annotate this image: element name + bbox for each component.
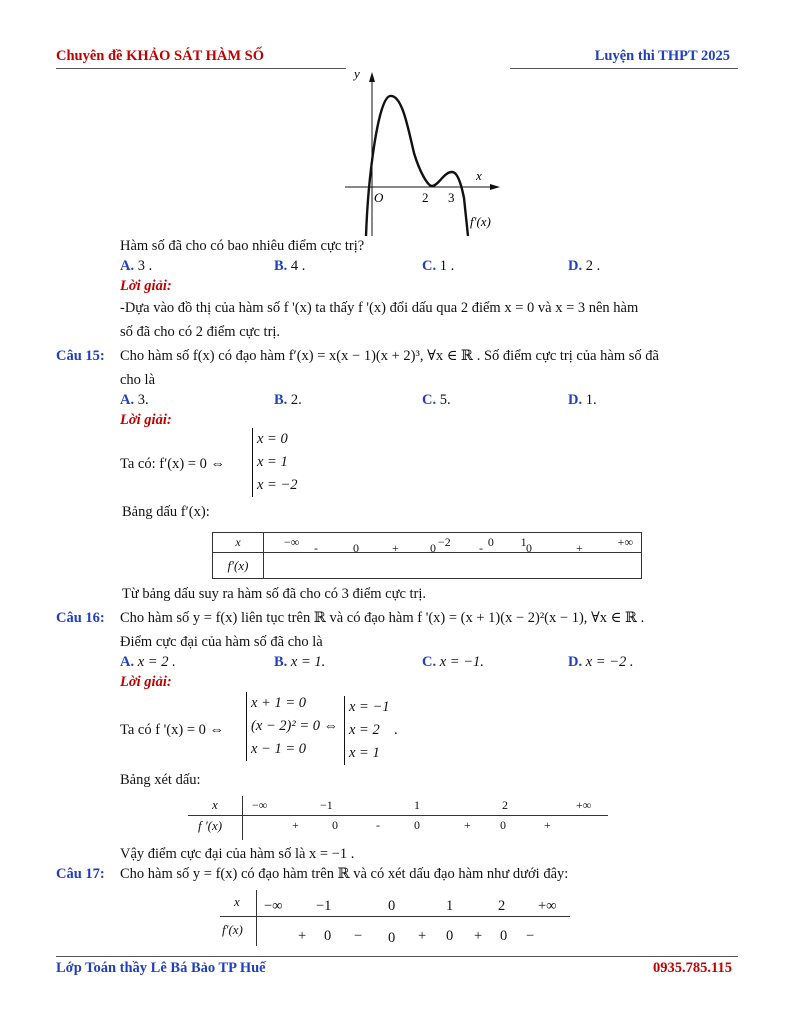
footer-left: Lớp Toán thầy Lê Bá Bảo TP Huế: [56, 960, 266, 976]
q17-f-head: f′(x): [222, 922, 243, 937]
header-left: Chuyên đề KHẢO SÁT HÀM SỐ: [56, 48, 265, 64]
q14-solution-line2: số đã cho có 2 điểm cực trị.: [120, 324, 281, 340]
q14-solution-line1: -Dựa vào đồ thị của hàm số f '(x) ta thấy f '(x) đổi dấu qua 2 điểm x = 0 và x = 3 nên hàm: [120, 300, 639, 316]
q15-sign: -: [479, 541, 483, 555]
q15-case: x = 1: [257, 454, 288, 470]
q16-taco: Ta có f '(x) = 0 ⇔: [120, 722, 224, 738]
q15-x-head: x: [213, 533, 264, 553]
q16-case: x − 1 = 0: [251, 741, 307, 757]
q16-case: x = 1: [349, 745, 380, 761]
y-label: y: [354, 68, 360, 81]
q16-sign: 0: [332, 818, 338, 832]
q16-table-hline: [188, 815, 608, 816]
footer-rule: [56, 956, 738, 957]
q16-case: x = 2: [349, 722, 380, 738]
q14-solution-label: Lời giải:: [120, 278, 172, 294]
q15-conclusion: Từ bảng dấu suy ra hàm số đã cho có 3 điểm cực trị.: [122, 586, 427, 602]
q17-x-value: −∞: [264, 898, 283, 914]
header-right: Luyện thi THPT 2025: [594, 48, 730, 64]
q16-label: Câu 16:: [56, 610, 105, 626]
tick-2-label: 2: [422, 190, 429, 205]
q16-x-value: 2: [502, 798, 508, 812]
q17-table-hline: [220, 916, 570, 917]
q15-x-value: −∞: [284, 535, 300, 549]
q15-f-head: f′(x): [213, 553, 264, 579]
q15-bang-dau: Bảng dấu f′(x):: [122, 504, 210, 520]
q14-option-b: B. 4 .: [274, 258, 306, 274]
q16-line2: Điểm cực đại của hàm số đã cho là: [120, 634, 323, 650]
q14-option-c: C. 1 .: [422, 258, 455, 274]
q17-table-vline: [256, 890, 257, 946]
q16-table-vline: [242, 796, 243, 840]
q16-x-value: −1: [320, 798, 333, 812]
q16-option-c: C. x = −1.: [422, 654, 484, 670]
footer-right: 0935.785.115: [653, 960, 732, 976]
q15-sign-row: [264, 541, 642, 579]
q15-sign: -: [314, 541, 318, 555]
q16-option-b: B. x = 1.: [274, 654, 326, 670]
q16-sign: -: [376, 818, 380, 832]
y-axis-arrow: [369, 72, 375, 82]
q16-sign-table: [188, 796, 608, 842]
q16-sign: 0: [500, 818, 506, 832]
q17-sign: 0: [324, 928, 332, 944]
x-label: x: [476, 168, 482, 183]
q15-option-d: D. 1.: [568, 392, 597, 408]
q16-option-a: A. x = 2 .: [120, 654, 176, 670]
q17-x-value: 2: [498, 898, 506, 914]
q15-x-value: −2: [437, 535, 451, 549]
q15-sign: 0: [353, 541, 359, 555]
q15-line2: cho là: [120, 372, 156, 388]
q15-solution-label: Lời giải:: [120, 412, 172, 428]
q14-option-d: D. 2 .: [568, 258, 601, 274]
q16-option-d: D. x = −2 .: [568, 654, 634, 670]
q15-option-c: C. 5.: [422, 392, 451, 408]
x-axis-arrow: [490, 184, 500, 190]
q16-sign: +: [464, 818, 471, 832]
q16-x-value: +∞: [576, 798, 592, 812]
q17-sign: −: [354, 928, 363, 944]
q17-sign: +: [474, 928, 483, 944]
q15-x-value: 0: [487, 535, 494, 549]
q16-x-value: −∞: [252, 798, 268, 812]
q16-f-head: f '(x): [198, 818, 223, 833]
q16-period: .: [394, 722, 398, 738]
q15-case: x = −2: [257, 477, 298, 493]
q17-sign: −: [526, 928, 535, 944]
q17-sign: +: [418, 928, 427, 944]
q17-x-value: 1: [446, 898, 454, 914]
q15-cases: [252, 428, 298, 497]
q15-option-a: A. 3.: [120, 392, 149, 408]
q15-x-value: 1: [520, 535, 527, 549]
q16-sign: +: [292, 818, 299, 832]
q15-option-b: B. 2.: [274, 392, 302, 408]
q16-cases-1: [246, 692, 338, 761]
q17-x-value: −1: [316, 898, 332, 914]
header-rule-left: [56, 68, 346, 69]
derivative-graph: [340, 68, 510, 240]
q17-sign: 0: [446, 928, 454, 944]
q16-case: (x − 2)² = 0 ⇔: [251, 718, 339, 734]
q17-sign-table: [220, 890, 570, 948]
q15-sign: 0: [430, 541, 436, 555]
curve-label: f′(x): [470, 214, 491, 229]
q16-case: x = −1: [349, 699, 390, 715]
q15-sign: 0: [526, 541, 532, 555]
q16-solution-label: Lời giải:: [120, 674, 172, 690]
q17-x-head: x: [234, 894, 240, 909]
q16-x-value: 1: [414, 798, 420, 812]
q15-sign-table: [212, 532, 642, 579]
q15-taco: Ta có: f′(x) = 0 ⇔: [120, 456, 225, 472]
q15-case: x = 0: [257, 431, 288, 447]
q15-sign: +: [576, 541, 583, 555]
tick-3-label: 3: [448, 190, 455, 205]
q16-cases-2: [344, 696, 390, 765]
derivative-curve: [366, 96, 468, 236]
q16-sign: +: [544, 818, 551, 832]
q17-line1: Cho hàm số y = f(x) có đạo hàm trên ℝ và có xét dấu đạo hàm như dưới đây:: [120, 866, 569, 882]
q17-x-value: 0: [388, 898, 396, 914]
q17-sign: +: [298, 928, 307, 944]
header-rule-right: [510, 68, 738, 69]
q16-conclusion: Vậy điểm cực đại của hàm số là x = −1 .: [120, 846, 355, 862]
q14-question: Hàm số đã cho có bao nhiêu điểm cực trị?: [120, 238, 365, 254]
q16-bang-xet-dau: Bảng xét dấu:: [120, 772, 201, 788]
q17-label: Câu 17:: [56, 866, 105, 882]
q17-x-value: +∞: [538, 898, 557, 914]
q17-sign: 0: [500, 928, 508, 944]
q14-option-a: A. 3 .: [120, 258, 153, 274]
q15-x-value: +∞: [617, 535, 633, 549]
q15-line1: Cho hàm số f(x) có đạo hàm f′(x) = x(x − 1)(x + 2)³, ∀x ∈ ℝ . Số điểm cực trị của hàm số đã: [120, 348, 659, 364]
q15-sign: +: [392, 541, 399, 555]
q16-line1: Cho hàm số y = f(x) liên tục trên ℝ và có đạo hàm f '(x) = (x + 1)(x − 2)²(x − 1), ∀x ∈ ℝ .: [120, 610, 645, 626]
q16-x-head: x: [212, 797, 218, 812]
q16-sign: 0: [414, 818, 420, 832]
q17-sign: 0: [388, 930, 396, 946]
q16-case: x + 1 = 0: [251, 695, 307, 711]
q15-label: Câu 15:: [56, 348, 105, 364]
origin-label: O: [374, 190, 384, 205]
